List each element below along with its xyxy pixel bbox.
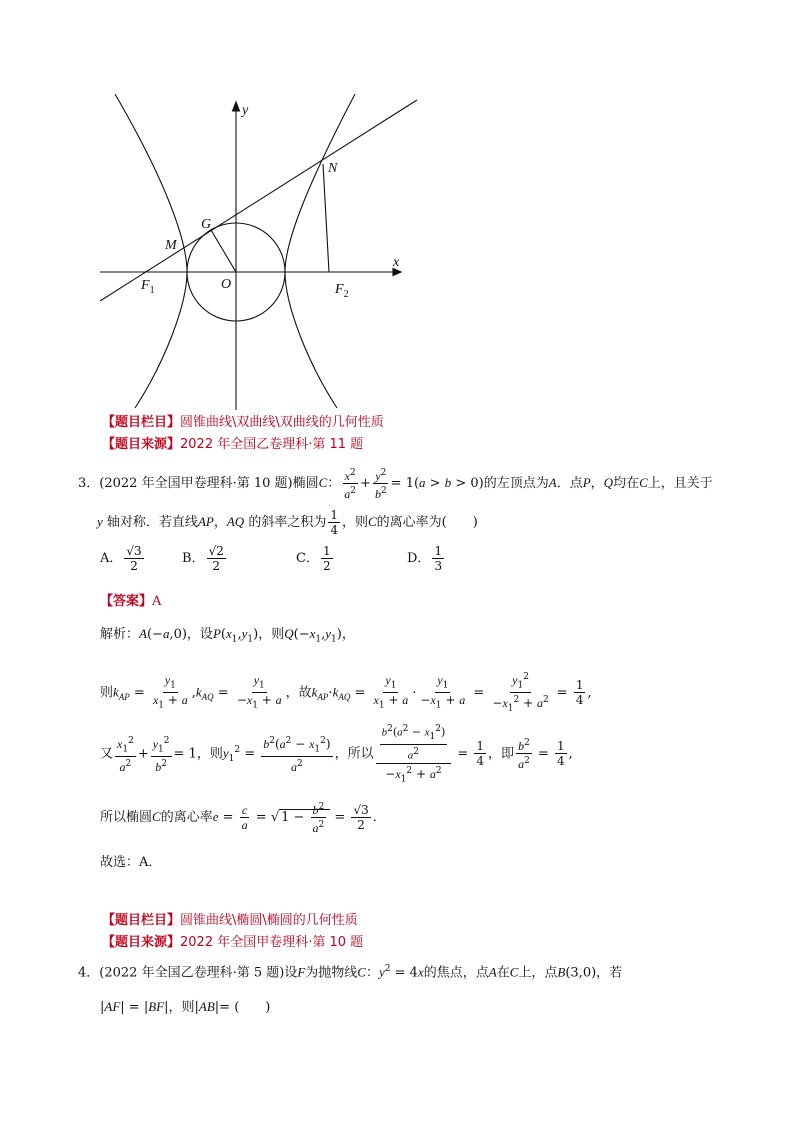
- q3-analysis-line1: 解析：A(−a,0)，设$P(x_1,y_1)$，则$Q(-x_1,y_1)$，: [100, 626, 355, 645]
- q3-option-c[interactable]: C． $\frac{1}{2}$: [296, 544, 331, 573]
- q3-answer: 【答案】A: [100, 594, 162, 609]
- q3-stem-line1: 3．(2022 年全国甲卷理科·第 10 题)椭圆C： $\frac{x^2}{a^2}$ + $\frac{y^2}{b^2}$ = 1(a > b > 0)的左顶点为A．点P，Q均在C上，且关于: [78, 468, 713, 501]
- q3-column-tag: 【题目栏目】圆锥曲线\椭圆\椭圆的几何性质: [102, 913, 358, 928]
- label-n: N: [328, 161, 338, 176]
- q2-source-tag: 【题目来源】2022 年全国乙卷理科·第 11 题: [102, 437, 364, 452]
- label-x: x: [393, 255, 400, 270]
- q3-choose: 故选：A．: [100, 855, 162, 870]
- q3-stem-line2: y 轴对称．若直线AP，AQ 的斜率之积为 $\frac{1}{4}$ ，则C的离心率为( ): [97, 508, 478, 537]
- q3-analysis-line4: 所以椭圆C的离心率e = $\frac{c}{a}$ = √ 1 − $\frac{b^2}{a^2}$ = $\frac{√3}{2}$ ．: [100, 802, 386, 835]
- hyperbola-figure: [95, 90, 425, 415]
- q3-options: [100, 544, 460, 580]
- segment-nf2: [323, 164, 329, 272]
- q2-column-tag: 【题目栏目】圆锥曲线\双曲线\双曲线的几何性质: [102, 415, 384, 430]
- label-y: y: [242, 103, 249, 118]
- q3-option-b[interactable]: B． $\frac{√2}{2}$: [182, 544, 224, 573]
- q3-analysis-line3: 又 $\frac{x_1^2}{a^2}$ + $\frac{y_1^2}{b^2}$ = 1，则$y_1^2$ = $\frac{b^2(a^2 - x_1^2)}{a^2}$ ，所以 $\frac{\frac{b^2(a^2 - x_1^2)}{a^2}}{-x_1^2 + a^2}$ = $\frac{1}{4}$ ，即 $\frac{b^2}{a^2}$ = $\frac{1}{4}$ ,: [100, 724, 573, 784]
- label-f2: $F_2$: [335, 282, 349, 300]
- label-m: M: [165, 238, 177, 253]
- hyperbola-right-branch: [285, 94, 355, 408]
- segment-og: [211, 230, 236, 272]
- label-o: O: [221, 277, 232, 292]
- q4-stem-line1: 4．(2022 年全国乙卷理科·第 5 题)设F为抛物线C：$y^2 = 4x$的焦点，点A在C上，点B(3,0)，若: [78, 964, 623, 981]
- q3-option-d[interactable]: D． $\frac{1}{3}$: [407, 544, 443, 573]
- q3-analysis-line2: 则$k_{AP}$ = $\frac{y_1}{x_1 + a}$ $,k_{AQ}$ = $\frac{y_1}{-x_1 + a}$ ，故$k_{AP}\cdot k_{AQ}$ = $\frac{y_1}{x_1 + a}$ · $\frac{y_1}{-x_1 + a}$ = $\frac{y_1^2}{-x_1^2 + a^2}$ = $\frac{1}{4}$ ,: [100, 672, 592, 714]
- label-g: G: [201, 217, 212, 232]
- q4-stem-line2: |AF| = |BF|，则|AB|= ( ): [100, 999, 271, 1015]
- y-axis-arrow: [233, 102, 240, 111]
- q3-source-tag: 【题目来源】2022 年全国甲卷理科·第 10 题: [102, 935, 364, 950]
- q3-option-a[interactable]: A． $\frac{√3}{2}$: [100, 544, 142, 573]
- tangent-line: [100, 100, 417, 301]
- label-f1: $F_1$: [141, 278, 155, 296]
